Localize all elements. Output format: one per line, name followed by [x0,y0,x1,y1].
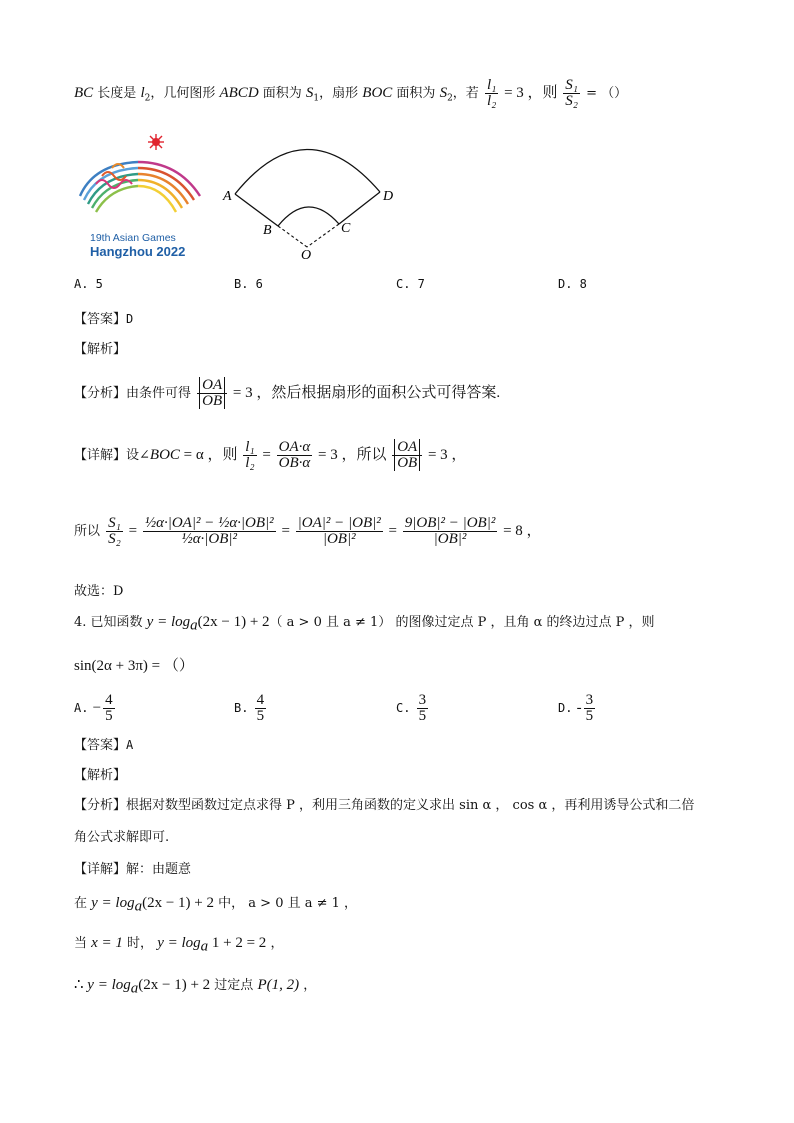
label-d: D [383,189,394,204]
xiangjie-text: = [258,447,275,463]
q3-analysis-tag: 【解析】 [74,342,127,357]
q3-stem-sub: 1 [313,93,320,104]
q3-fenxi-line [74,370,500,417]
q3-stem-s: S [439,85,448,101]
logo-line1: 19th Asian Games [90,232,176,244]
fraction-numerator: S₁ [108,515,121,531]
step-math: 1 + 2 = 2 [208,935,267,951]
q3-guxuan: 故选：D [74,584,124,599]
fraction-denominator: OB·α [278,455,311,471]
fraction-denominator: 5 [105,708,113,724]
xiangjie-text: = α ，则 [179,447,242,463]
fraction-numerator: OA [394,439,420,455]
step-text: ， [266,936,284,951]
step-math: (2x − 1) + 2 [142,895,215,911]
fraction-numerator: 3 [585,692,594,708]
fraction-numerator: 4 [105,692,113,708]
q3-stem-text: 面积为 [258,86,306,101]
q4-xiangjie-line [74,858,191,877]
q4-choice-b [234,688,268,729]
fraction-numerator: |OA|² − |OB|² [297,515,381,531]
sector-figure [218,134,402,260]
fraction-denominator: |OB|² [433,531,467,547]
q3-so-line: 所以 $\frac{\text{S₁}}{\text{S₂}}$ = $\frac{\text{½α·|OA|² − ½α·|OB|²}}{\text{½α·|OB|²}}$ = $\frac{\text{|OA|² − |OB|²}}{\text{|OB|²}}$ = $\frac{\text{9|OB|² − |OB|²}}{\text{|OB|²}}$ = 8 ， [74,515,542,547]
q3-choice-c: C. 7 [396,277,425,291]
step-text: 时， [122,936,158,951]
segment-bo [278,226,307,247]
fraction-numerator: 3 [418,692,427,708]
q4-stem-function: (2x − 1) + 2 [197,614,270,630]
answer-value: D [126,312,134,326]
segment-co [307,224,339,247]
fraction-denominator: l₂ [486,93,497,109]
asian-games-logo [74,134,206,262]
q3-stem-text: = 3 ，则 [500,85,562,101]
q3-stem-text: 面积为 [392,86,440,101]
so-text: = 8 ， [499,523,542,539]
xiangjie-text: = 3 ， [424,447,467,463]
fraction-denominator: S₂ [108,531,121,547]
outer-arc [235,149,380,194]
inner-arc [278,207,339,226]
so-fraction-2 [296,516,383,547]
fraction-numerator: 4 [256,692,265,708]
q3-stem-fraction-l [485,78,498,109]
fraction-numerator: l₁ [245,439,255,455]
step-math: y = log [157,935,201,951]
fraction-denominator: OB [394,455,420,471]
q3-xiangjie-line [74,432,466,479]
fraction-denominator: ½α·|OB|² [181,531,238,547]
xiangjie-text: 解：由题意 [126,862,192,877]
label-b: B [263,223,272,238]
q3-choice-d: D. 8 [558,277,587,291]
xiangjie-fraction-oa-alpha [277,440,313,471]
sun-icon [148,134,164,150]
answer-tag: 【答案】 [74,738,127,753]
label-o: O [301,248,312,260]
step-text: 过定点 [210,978,258,993]
q4-stem-condition: （ a > 0 且 a ≠ 1） [269,615,392,630]
xiangjie-fraction-l [243,440,256,471]
fenxi-text: 由条件可得 [126,386,192,401]
fraction-denominator: 5 [418,708,427,724]
xiangjie-tag: 【详解】 [74,448,127,463]
fraction-denominator: S₂ [565,93,579,109]
segment-ab [235,194,278,226]
step-text: 在 [74,896,92,911]
fraction-numerator: OA·α [278,439,311,455]
fenxi-tag: 【分析】 [74,386,127,401]
q3-stem [74,78,627,112]
q3-stem-bc: BC [74,85,94,101]
q4-choice-c [396,688,430,729]
step-text: ， [299,978,317,993]
q4-stem-function: y = log [146,614,191,630]
fraction-denominator: 5 [585,708,594,724]
q4-choice-d [558,688,597,729]
choice-fraction [584,693,596,724]
logo-line2: Hangzhou 2022 [90,244,186,259]
so-fraction-3 [403,516,498,547]
fenxi-text: 根据对数型函数过定点求得 P ，利用三角函数的定义求出 sin α ， cos α ，再利用诱导公式和二倍 [126,798,695,813]
fraction-numerator: 9|OB|² − |OB|² [404,515,496,531]
step-math: y = log [87,977,131,993]
fenxi-tag: 【分析】 [74,798,127,813]
q3-stem-l: l [140,85,145,101]
sector-diagram [218,134,402,260]
label-c: C [341,221,351,236]
answer-tag: 【答案】 [74,312,127,327]
choice-label: D. [558,701,573,715]
step-sub: a [200,938,209,955]
q4-stem-sub: a [190,617,198,634]
choice-fraction [417,693,429,724]
q4-step-3 [74,974,316,998]
answer-value: A [126,738,134,752]
fenxi-fraction [197,378,227,409]
choice-label: B. [234,701,249,715]
fraction-numerator: ½α·|OA|² − ½α·|OB|² [144,515,274,531]
fraction-numerator: OA [199,377,225,393]
fraction-numerator: l₁ [486,77,497,93]
q3-stem-text: ，几何图形 [150,86,220,101]
choice-sign: − [92,700,102,716]
so-fraction-s [106,516,123,547]
choice-sign: - [576,700,582,716]
step-text: 中， a > 0 且 a ≠ 1 ， [214,896,358,911]
q3-stem-s: S [305,85,314,101]
q3-stem-text: 长度是 [93,86,141,101]
choice-label: C. [396,701,411,715]
fan-lines-icon [80,162,200,212]
step-text: 当 [74,936,92,951]
fraction-numerator: S₁ [565,77,579,93]
q4-analysis-tag: 【解析】 [74,768,127,783]
step-math: y = log [91,895,135,911]
step-sub: a [134,898,143,915]
q4-stem-text: 4. 已知函数 [74,615,147,630]
xiangjie-fraction-oa [392,440,422,471]
q3-stem-fraction-s [563,78,580,109]
asian-games-logo-graphic [74,134,206,262]
q3-choice-a: A. 5 [74,277,103,291]
segment-dc [339,192,380,224]
step-math: (2x − 1) + 2 [138,977,211,993]
q4-step-1 [74,892,357,916]
step-math: P(1, 2) [257,977,300,993]
fenxi-text: = 3 ，然后根据扇形的面积公式可得答案. [229,385,501,401]
so-text: 所以 [74,524,105,539]
so-fraction-1 [143,516,276,547]
q4-step-2 [74,932,283,956]
q4-fenxi-line2: 角公式求解即可. [74,830,170,845]
q3-stem-text: ，扇形 [319,86,363,101]
q3-stem-text: ，若 [452,86,483,101]
step-sub: a [130,980,139,997]
fraction-denominator: l₂ [245,455,255,471]
q4-answer-line [74,734,133,753]
therefore-icon: ∴ [74,977,88,993]
fraction-denominator: |OB|² [322,531,356,547]
xiangjie-boc: BOC [149,447,180,463]
step-math: x = 1 [91,935,123,951]
q4-choice-a [74,688,117,729]
xiangjie-tag: 【详解】 [74,862,127,877]
q4-stem-line1 [74,612,655,636]
q3-stem-text: = （） [582,86,628,101]
xiangjie-text: 设∠ [126,448,150,463]
choice-fraction [255,693,267,724]
q4-stem-text: 的图像过定点 P ，且角 α 的终边过点 P ，则 [391,615,655,630]
label-a: A [223,189,232,204]
q4-stem-line2: sin(2α + 3π) = （） [74,658,194,674]
choice-label: A. [74,701,89,715]
q3-answer-line [74,308,133,327]
q3-stem-abcd: ABCD [219,85,259,101]
q3-stem-sub: 2 [447,93,453,104]
q4-fenxi-line1 [74,794,694,813]
fraction-denominator: 5 [256,708,265,724]
q3-stem-boc: BOC [362,85,393,101]
xiangjie-text: = 3 ，所以 [314,447,391,463]
q3-stem-sub: 2 [144,93,151,104]
choice-fraction [103,693,115,724]
fraction-denominator: OB [199,393,225,409]
q3-choice-b: B. 6 [234,277,263,291]
